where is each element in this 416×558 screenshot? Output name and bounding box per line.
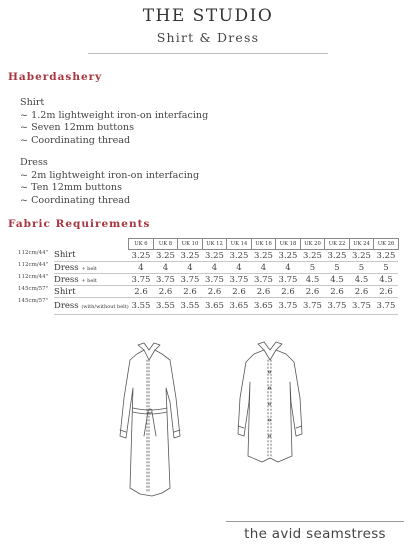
fabric-meterage-cell: 5 [374,262,399,274]
fabric-width: 145cm/57" [18,297,49,304]
dress-flat-sketch [120,343,180,496]
fabric-meterage-cell: 4 [129,262,154,274]
fabric-width: 112cm/44" [18,273,49,280]
fabric-meterage-cell: 3.25 [227,250,252,262]
fabric-meterage-cell: 4.5 [349,274,374,286]
fabric-heading: Fabric Requirements [8,218,151,230]
shirt-item: ~ Seven 12mm buttons [20,122,135,134]
shirt-notions [20,97,208,147]
fabric-meterage-cell: 2.6 [227,286,252,298]
fabric-meterage-cell: 2.6 [374,286,399,298]
shirt-item: ~ Coordinating thread [20,134,131,146]
garment-cell [54,298,129,315]
fabric-meterage-cell: 3.55 [153,298,178,315]
page-subtitle: Shirt & Dress [156,30,260,45]
fabric-row [18,250,398,262]
fabric-meterage-cell: 3.75 [178,274,203,286]
fabric-meterage-cell: 3.25 [251,250,276,262]
fabric-width: 112cm/44" [18,249,49,256]
fabric-meterage-cell: 2.6 [349,286,374,298]
garment-note: + belt [81,265,97,272]
brand-name: the avid seamstress [244,526,386,542]
fabric-meterage-cell: 3.25 [202,250,227,262]
garment-cell [54,262,129,274]
fabric-meterage-cell: 3.25 [325,250,350,262]
fabric-meterage-cell: 4 [178,262,203,274]
fabric-row [18,274,398,286]
fabric-meterage-cell: 3.25 [300,250,325,262]
shirt-label: Shirt [20,97,45,108]
fabric-meterage-cell: 3.75 [276,274,301,286]
shirt-flat-sketch [238,342,302,462]
fabric-row [18,262,398,274]
fabric-meterage-cell: 3.75 [251,274,276,286]
fabric-meterage-cell: 3.75 [276,298,301,315]
fabric-meterage-cell: 3.75 [227,274,252,286]
fabric-width: 145cm/57" [18,285,49,292]
size-header: UK 20 [300,239,325,250]
fabric-meterage-cell: 3.65 [202,298,227,315]
fabric-meterage-cell: 3.55 [129,298,154,315]
fabric-meterage-cell: 5 [300,262,325,274]
fabric-meterage-cell: 2.6 [276,286,301,298]
fabric-meterage-cell: 2.6 [251,286,276,298]
garment-cell [54,286,129,298]
fabric-meterage-cell: 5 [349,262,374,274]
fabric-meterage-cell: 3.75 [300,298,325,315]
fabric-meterage-cell: 3.65 [227,298,252,315]
garment-name: Shirt [54,286,76,297]
title-divider [88,53,328,54]
fabric-meterage-cell: 4.5 [325,274,350,286]
fabric-meterage-cell: 4.5 [300,274,325,286]
garment-name: Dress [54,301,79,311]
fabric-requirements-table [18,238,399,315]
fabric-meterage-cell: 4 [251,262,276,274]
garment-note: + belt [81,277,97,284]
dress-item: ~ Coordinating thread [20,194,131,206]
fabric-meterage-cell: 2.6 [178,286,203,298]
fabric-meterage-cell: 5 [325,262,350,274]
fabric-meterage-cell: 4 [276,262,301,274]
fabric-meterage-cell: 3.25 [276,250,301,262]
fabric-meterage-cell: 3.25 [129,250,154,262]
garment-name: Dress [54,274,79,285]
dress-item: ~ Ten 12mm buttons [20,182,123,194]
garment-name: Dress [54,262,79,273]
size-header: UK 10 [178,239,203,250]
fabric-meterage-cell: 3.55 [178,298,203,315]
haberdashery-heading: Haberdashery [8,71,103,83]
fabric-meterage-cell: 3.75 [202,274,227,286]
fabric-meterage-cell: 2.6 [153,286,178,298]
size-header: UK 22 [325,239,350,250]
fabric-meterage-cell: 3.75 [349,298,374,315]
fabric-meterage-cell: 4.5 [374,274,399,286]
garment-cell [54,250,129,262]
size-header: UK 26 [374,239,399,250]
fabric-meterage-cell: 3.25 [153,250,178,262]
fabric-meterage-cell: 4 [227,262,252,274]
fabric-meterage-cell: 3.65 [251,298,276,315]
size-header: UK 24 [349,239,374,250]
fabric-meterage-cell: 3.25 [374,250,399,262]
fabric-row [18,286,398,298]
size-header: UK 16 [251,239,276,250]
size-header: UK 14 [227,239,252,250]
fabric-meterage-cell: 3.75 [153,274,178,286]
size-header: UK 6 [129,239,154,250]
fabric-meterage-cell: 3.75 [129,274,154,286]
brand-divider [226,521,404,522]
fabric-meterage-cell: 4 [202,262,227,274]
fabric-meterage-cell: 2.6 [325,286,350,298]
size-header: UK 8 [153,239,178,250]
fabric-meterage-cell: 2.6 [300,286,325,298]
fabric-meterage-cell: 4 [153,262,178,274]
size-header: UK 12 [202,239,227,250]
fabric-meterage-cell: 2.6 [202,286,227,298]
fabric-meterage-cell: 3.75 [374,298,399,315]
dress-notions [20,157,199,207]
fabric-meterage-cell: 3.25 [349,250,374,262]
fabric-meterage-cell: 3.75 [325,298,350,315]
garment-cell [54,274,129,286]
dress-item: ~ 2m lightweight iron-on interfacing [20,169,200,181]
page-title: THE STUDIO [142,6,274,26]
garment-name: Shirt [54,250,76,261]
fabric-row [18,298,398,315]
size-header-row [18,239,398,250]
garment-illustrations [100,338,340,518]
shirt-item: ~ 1.2m lightweight iron-on interfacing [20,109,209,121]
fabric-meterage-cell: 2.6 [129,286,154,298]
fabric-width: 112cm/44" [18,261,49,268]
size-header: UK 18 [276,239,301,250]
garment-note: (with/without belt) [81,304,129,310]
dress-label: Dress [20,157,48,168]
fabric-meterage-cell: 3.25 [178,250,203,262]
